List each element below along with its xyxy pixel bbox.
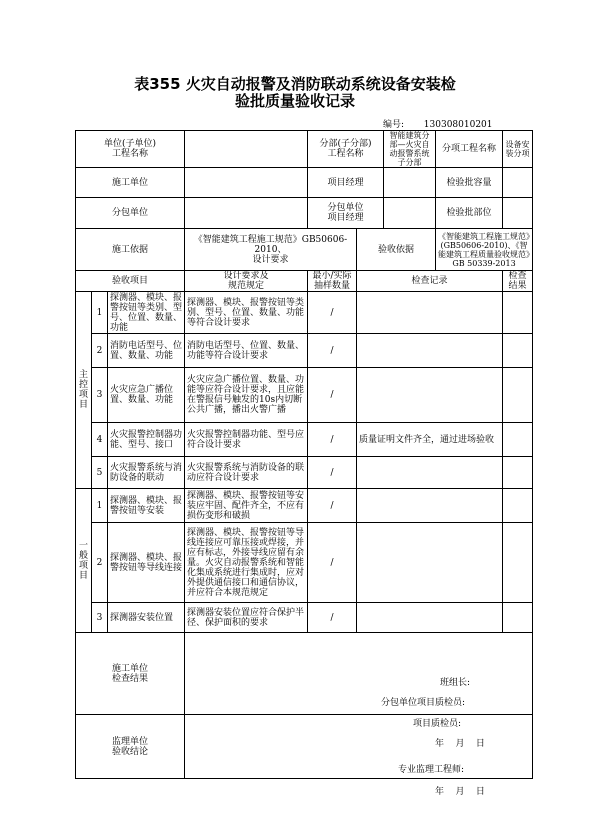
row-result[interactable] (503, 603, 533, 633)
row-result[interactable] (503, 457, 533, 489)
row-sample[interactable]: / (308, 368, 357, 423)
acceptance-basis-label: 验收依据 (357, 229, 436, 271)
construction-check-area[interactable] (185, 633, 533, 749)
row-result[interactable] (503, 292, 533, 334)
row-design: 探测器安装位置应符合保护半径、保护面积的要求 (185, 603, 308, 633)
row-design: 消防电话型号、位置、数量、功能等符合设计要求 (185, 334, 308, 368)
supervision-label: 监理单位 验收结论 (76, 715, 185, 779)
row-record[interactable] (357, 292, 503, 334)
doc-number-value: 130308010201 (423, 120, 493, 130)
sub-unit-value[interactable] (185, 198, 308, 229)
inspector-label: 项目质检员: (413, 718, 462, 729)
row-item: 探测器、模块、报警按钮等导线连接 (108, 523, 185, 603)
row-no: 4 (92, 423, 108, 457)
row-no: 2 (92, 523, 108, 603)
row-item: 火灾报警控制器功能、型号、接口 (108, 423, 185, 457)
row-no: 1 (92, 292, 108, 334)
row-no: 1 (92, 489, 108, 523)
row-record[interactable] (357, 457, 503, 489)
row-no: 3 (92, 368, 108, 423)
doc-number-label: 编号: (383, 120, 405, 130)
subpart-name-value[interactable]: 智能建筑分部—火灾自动报警系统子分部 (384, 131, 436, 168)
project-manager-label: 项目经理 (308, 168, 384, 198)
col-design-header: 设计要求及 规范规定 (185, 271, 308, 292)
general-label: 一 般 项 目 (76, 489, 92, 633)
row-result[interactable] (503, 423, 533, 457)
table-row (76, 489, 533, 523)
subpart-name-label: 分部(子分部) 工程名称 (308, 131, 384, 168)
table-row (76, 603, 533, 633)
item-name-label: 分项工程名称 (436, 131, 503, 168)
construction-check-label: 施工单位 检查结果 (76, 633, 185, 715)
row-item: 探测器、模块、报警按钮等安装 (108, 489, 185, 523)
row-sample[interactable]: / (308, 489, 357, 523)
construction-date: 年 月 日 (435, 738, 485, 749)
page-subtitle: 验批质量验收记录 (234, 92, 355, 110)
row-design: 火灾应急广播位置、数量、功能等应符合设计要求，且应能在警报信号触发的10s内切断公共广播，播出火警广播 (185, 368, 308, 423)
unit-name-label: 单位(子单位) 工程名称 (76, 131, 185, 168)
table-row (76, 523, 533, 603)
row-result[interactable] (503, 489, 533, 523)
row-item: 消防电话型号、位置、数量、功能 (108, 334, 185, 368)
sub-pm-value[interactable] (384, 198, 436, 229)
row-design: 探测器、模块、报警按钮等类别、型号、位置、数量、功能等符合设计要求 (185, 292, 308, 334)
construction-basis-value: 《智能建筑工程施工规范》GB50606-2010、 设计要求 (185, 229, 357, 271)
acceptance-table (75, 130, 533, 797)
row-sample[interactable]: / (308, 334, 357, 368)
col-sample-header: 最小/实际 抽样数量 (308, 271, 357, 292)
row-sample[interactable]: / (308, 457, 357, 489)
page-title: 表355 火灾自动报警及消防联动系统设备安装检 (134, 75, 456, 93)
row-design: 探测器、模块、报警按钮等导线连接应可靠压接或焊接，并应有标志，外接导线应留有余量。火灾自动报警系统和智能化集成系统进行集成时，应对外提供通信接口和通信协议，并应符合本规范规定 (185, 523, 308, 603)
row-design: 火灾报警系统与消防设备的联动应符合设计要求 (185, 457, 308, 489)
row-result[interactable] (503, 523, 533, 603)
row-sample[interactable]: / (308, 603, 357, 633)
row-record[interactable] (357, 603, 503, 633)
row-record[interactable] (357, 368, 503, 423)
unit-name-value[interactable] (185, 131, 308, 168)
doc-number (383, 117, 493, 130)
row-result[interactable] (503, 368, 533, 423)
row-record[interactable] (357, 523, 503, 603)
table-row (76, 423, 533, 457)
row-no: 5 (92, 457, 108, 489)
project-manager-value[interactable] (384, 168, 436, 198)
row-no: 3 (92, 603, 108, 633)
table-row (76, 334, 533, 368)
sub-unit-label: 分包单位 (76, 198, 185, 229)
batch-part-value[interactable] (503, 198, 533, 229)
row-item: 探测器、模块、报警按钮等类别、型号、位置、数量、功能 (108, 292, 185, 334)
row-item: 火灾报警系统与消防设备的联动 (108, 457, 185, 489)
row-design: 火灾报警控制器功能、型号应符合设计要求 (185, 423, 308, 457)
col-result-header: 检查 结果 (503, 271, 533, 292)
row-record[interactable]: 质量证明文件齐全，通过进场验收 (357, 423, 503, 457)
row-record[interactable] (357, 489, 503, 523)
col-record-header: 检查记录 (357, 271, 503, 292)
row-result[interactable] (503, 334, 533, 368)
sub-inspector-label: 分包单位项目质检员: (381, 697, 466, 708)
construction-unit-value[interactable] (185, 168, 308, 198)
table-row (76, 368, 533, 423)
row-record[interactable] (357, 334, 503, 368)
main-control-label: 主 控 项 目 (76, 292, 92, 489)
row-sample[interactable]: / (308, 292, 357, 334)
col-item-header: 验收项目 (76, 271, 185, 292)
batch-capacity-label: 检验批容量 (436, 168, 503, 198)
row-item: 探测器安装位置 (108, 603, 185, 633)
table-row (76, 457, 533, 489)
row-sample[interactable]: / (308, 423, 357, 457)
row-no: 2 (92, 334, 108, 368)
acceptance-basis-value: 《智能建筑工程施工规范》(GB50606-2010)、《智能建筑工程质量验收规范》GB 50339-2013 (436, 229, 533, 271)
item-name-value[interactable]: 设备安装分项 (503, 131, 533, 168)
construction-basis-label: 施工依据 (76, 229, 185, 271)
sub-pm-label: 分包单位 项目经理 (308, 198, 384, 229)
row-item: 火灾应急广播位置、数量、功能 (108, 368, 185, 423)
row-design: 探测器、模块、报警按钮等安装应牢固、配件齐全，不应有损伤变形和破损 (185, 489, 308, 523)
row-sample[interactable]: / (308, 523, 357, 603)
supervision-date: 年 月 日 (435, 786, 485, 797)
batch-capacity-value[interactable] (503, 168, 533, 198)
team-leader-label: 班组长: (440, 677, 471, 688)
batch-part-label: 检验批部位 (436, 198, 503, 229)
table-row (76, 292, 533, 334)
supervision-engineer-label: 专业监理工程师: (398, 764, 465, 775)
construction-unit-label: 施工单位 (76, 168, 185, 198)
